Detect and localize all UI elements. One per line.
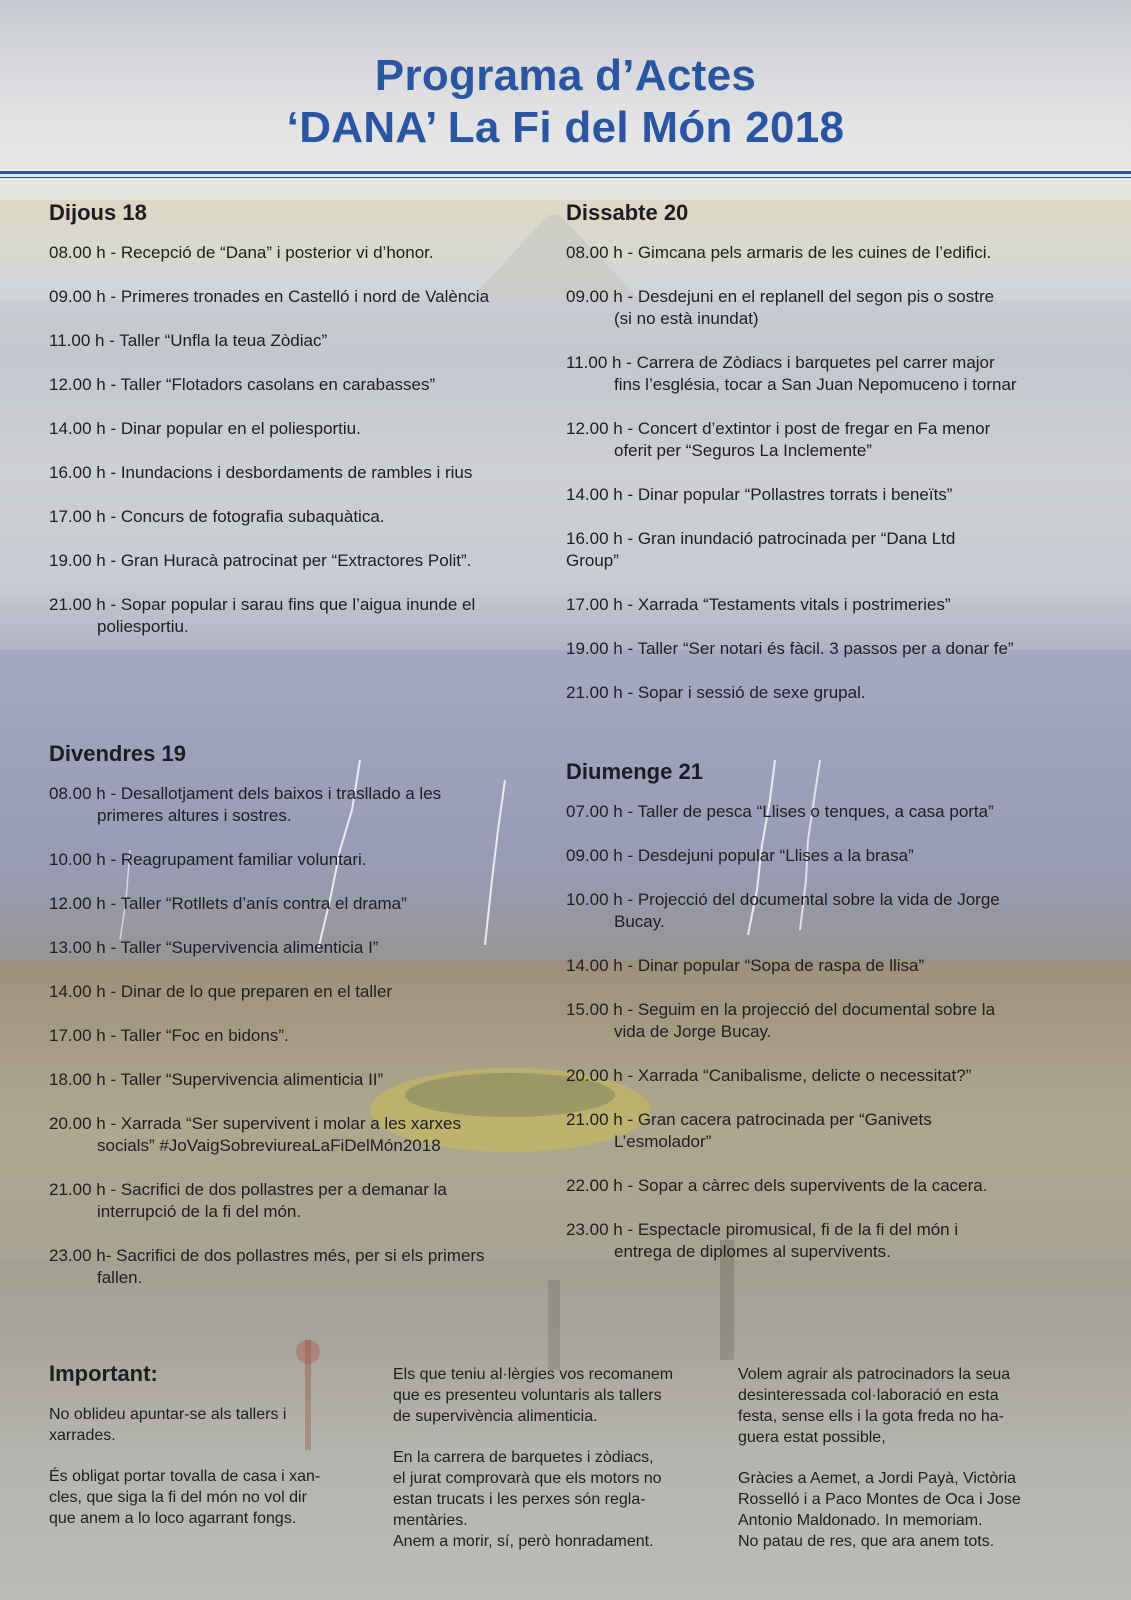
event-text: 11.00 h - Carrera de Zòdiacs i barquetes pel carrer major <box>566 353 995 372</box>
thanks-notes <box>738 1364 1078 1572</box>
event-text: 09.00 h - Desdejuni popular “Llises a la brasa” <box>566 846 914 865</box>
event-list <box>49 783 569 1289</box>
note-line: guera estat possible, <box>738 1429 886 1446</box>
note-line: Antonio Maldonado. In memoriam. <box>738 1512 983 1529</box>
note-paragraph <box>738 1364 1078 1448</box>
day-heading: Dissabte 20 <box>566 200 689 225</box>
title-line-2: ‘DANA’ La Fi del Món 2018 <box>286 103 845 152</box>
notes-col-2 <box>393 1364 713 1552</box>
event-item <box>49 1245 569 1289</box>
event-text: 10.00 h - Reagrupament familiar voluntari. <box>49 850 367 869</box>
day-diumenge <box>566 759 1086 1285</box>
event-item <box>566 418 1086 462</box>
event-list <box>49 242 569 638</box>
event-text: 20.00 h - Xarrada “Canibalisme, delicte o necessitat?” <box>566 1066 972 1085</box>
note-line: desinteressada col·laboració en esta <box>738 1387 999 1404</box>
event-text: 14.00 h - Dinar de lo que preparen en el taller <box>49 982 393 1001</box>
event-text: 16.00 h - Gran inundació patrocinada per “Dana Ltd <box>566 529 956 548</box>
event-item <box>49 594 569 638</box>
event-item <box>49 1069 569 1091</box>
event-item <box>566 484 1086 506</box>
event-text-continued: fallen. <box>97 1268 143 1287</box>
event-item <box>566 682 1086 704</box>
event-item <box>49 893 569 915</box>
note-line: el jurat comprovarà que els motors no <box>393 1470 662 1487</box>
note-line: No oblideu apuntar-se als tallers i <box>49 1406 287 1423</box>
event-text: 22.00 h - Sopar a càrrec dels supervivents de la cacera. <box>566 1176 988 1195</box>
event-text: 12.00 h - Taller “Flotadors casolans en carabasses” <box>49 375 436 394</box>
event-text: 09.00 h - Desdejuni en el replanell del segon pis o sostre <box>566 287 995 306</box>
event-item <box>566 845 1086 867</box>
note-line: xarrades. <box>49 1427 116 1444</box>
event-item <box>49 418 569 440</box>
event-text: 16.00 h - Inundacions i desbordaments de rambles i rius <box>49 463 473 482</box>
event-text: 19.00 h - Taller “Ser notari és fàcil. 3 passos per a donar fe” <box>566 639 1014 658</box>
note-line: que es presenteu voluntaris als tallers <box>393 1387 662 1404</box>
note-line: En la carrera de barquetes i zòdiacs, <box>393 1449 654 1466</box>
note-paragraph <box>49 1466 369 1529</box>
event-text: 12.00 h - Concert d’extintor i post de fregar en Fa menor <box>566 419 991 438</box>
title-rule-thin <box>0 177 1131 178</box>
event-text: 08.00 h - Recepció de “Dana” i posterior vi d’honor. <box>49 243 434 262</box>
title-line-1: Programa d’Actes <box>374 51 757 100</box>
note-line: És obligat portar tovalla de casa i xan- <box>49 1468 321 1485</box>
event-item <box>49 286 569 308</box>
event-item <box>566 889 1086 933</box>
event-item <box>566 352 1086 396</box>
event-item <box>49 242 569 264</box>
event-text: 10.00 h - Projecció del documental sobre la vida de Jorge <box>566 890 1000 909</box>
event-item <box>49 1179 569 1223</box>
note-line: Gràcies a Aemet, a Jordi Payà, Victòria <box>738 1470 1017 1487</box>
event-text: 09.00 h - Primeres tronades en Castelló i nord de València <box>49 287 490 306</box>
event-text: 21.00 h - Sopar popular i sarau fins que l’aigua inunde el <box>49 595 476 614</box>
event-text-continued: Group” <box>566 551 619 570</box>
note-paragraph <box>393 1447 713 1552</box>
event-item <box>49 1025 569 1047</box>
event-text-continued: primeres altures i sostres. <box>97 806 292 825</box>
notes-col-1 <box>49 1404 369 1529</box>
event-text: 17.00 h - Taller “Foc en bidons”. <box>49 1026 289 1045</box>
event-text: 21.00 h - Sacrifici de dos pollastres per a demanar la <box>49 1180 447 1199</box>
event-text: 21.00 h - Sopar i sessió de sexe grupal. <box>566 683 866 702</box>
event-text-continued: socials” #JoVaigSobreviureaLaFiDelMón2018 <box>97 1136 441 1155</box>
event-item <box>566 955 1086 977</box>
note-line: Rosselló i a Paco Montes de Oca i Jose <box>738 1491 1021 1508</box>
event-item <box>49 330 569 352</box>
important-notes <box>49 1363 369 1549</box>
event-text: 11.00 h - Taller “Unfla la teua Zòdiac” <box>49 331 328 350</box>
event-item <box>49 849 569 871</box>
event-item <box>49 937 569 959</box>
note-paragraph <box>49 1404 369 1446</box>
event-text: 23.00 h - Espectacle piromusical, fi de la fi del món i <box>566 1220 959 1239</box>
event-item <box>49 462 569 484</box>
event-item <box>566 1065 1086 1087</box>
event-item <box>566 1109 1086 1153</box>
event-item <box>566 594 1086 616</box>
day-heading: Dijous 18 <box>49 200 147 225</box>
event-item <box>566 1175 1086 1197</box>
note-paragraph <box>393 1364 713 1427</box>
note-line: festa, sense ells i la gota freda no ha- <box>738 1408 1004 1425</box>
notes-col-3 <box>738 1364 1078 1552</box>
day-heading: Divendres 19 <box>49 741 186 766</box>
event-text-continued: oferit per “Seguros La Inclemente” <box>614 441 872 460</box>
event-text: 13.00 h - Taller “Supervivencia alimenticia I” <box>49 938 379 957</box>
event-text: 21.00 h - Gran cacera patrocinada per “Ganivets <box>566 1110 932 1129</box>
day-divendres <box>49 741 569 1311</box>
note-line: Anem a morir, sí, però honradament. <box>393 1533 654 1550</box>
event-text: 14.00 h - Dinar popular en el poliesportiu. <box>49 419 361 438</box>
allergy-notes <box>393 1364 713 1572</box>
event-text: 14.00 h - Dinar popular “Pollastres torrats i beneïts” <box>566 485 953 504</box>
event-item <box>566 801 1086 823</box>
event-text-continued: vida de Jorge Bucay. <box>614 1022 772 1041</box>
event-item <box>49 550 569 572</box>
event-text-continued: poliesportiu. <box>97 617 189 636</box>
event-text: 19.00 h - Gran Huracà patrocinat per “Extractores Polit”. <box>49 551 472 570</box>
event-item <box>566 528 1086 572</box>
event-item <box>49 1113 569 1157</box>
event-text: 07.00 h - Taller de pesca “Llises o tenques, a casa porta” <box>566 802 994 821</box>
note-line: cles, que siga la fi del món no vol dir <box>49 1489 307 1506</box>
event-text-continued: (si no està inundat) <box>614 309 759 328</box>
event-text: 08.00 h - Gimcana pels armaris de les cuines de l’edifici. <box>566 243 992 262</box>
note-line: estan trucats i les perxes són regla- <box>393 1491 646 1508</box>
note-line: Els que teniu al·lèrgies vos recomanem <box>393 1366 674 1383</box>
event-text-continued: entrega de diplomes al supervivents. <box>614 1242 891 1261</box>
note-line: Volem agrair als patrocinadors la seua <box>738 1366 1011 1383</box>
event-text: 23.00 h- Sacrifici de dos pollastres més, per si els primers <box>49 1246 485 1265</box>
event-list <box>566 801 1086 1263</box>
event-text-continued: fins l’església, tocar a San Juan Nepomuceno i tornar <box>614 375 1017 394</box>
event-item <box>49 783 569 827</box>
note-line: mentàries. <box>393 1512 468 1529</box>
event-item <box>49 981 569 1003</box>
day-dissabte <box>566 200 1086 726</box>
road-sign <box>296 1340 320 1364</box>
title-rule-thick <box>0 171 1131 174</box>
poster-title <box>0 50 1131 154</box>
event-item <box>566 242 1086 264</box>
event-item <box>566 999 1086 1043</box>
day-dijous <box>49 200 569 660</box>
event-list <box>566 242 1086 704</box>
event-item <box>566 638 1086 660</box>
day-heading: Diumenge 21 <box>566 759 703 784</box>
event-text: 17.00 h - Concurs de fotografia subaquàtica. <box>49 507 385 526</box>
event-text: 15.00 h - Seguim en la projecció del documental sobre la <box>566 1000 996 1019</box>
event-text: 20.00 h - Xarrada “Ser supervivent i molar a les xarxes <box>49 1114 461 1133</box>
event-text: 08.00 h - Desallotjament dels baixos i trasllado a les <box>49 784 442 803</box>
event-item <box>49 506 569 528</box>
event-text: 17.00 h - Xarrada “Testaments vitals i postrimeries” <box>566 595 951 614</box>
event-text: 14.00 h - Dinar popular “Sopa de raspa de llisa” <box>566 956 925 975</box>
note-line: que anem a lo loco agarrant fongs. <box>49 1510 297 1527</box>
event-text-continued: L’esmolador” <box>614 1132 712 1151</box>
event-text-continued: interrupció de la fi del món. <box>97 1202 302 1221</box>
important-heading: Important: <box>49 1361 158 1386</box>
event-item <box>566 286 1086 330</box>
note-line: de supervivència alimenticia. <box>393 1408 598 1425</box>
event-item <box>49 374 569 396</box>
event-text: 12.00 h - Taller “Rotllets d’anís contra el drama” <box>49 894 407 913</box>
event-text-continued: Bucay. <box>614 912 665 931</box>
note-paragraph <box>738 1468 1078 1552</box>
event-text: 18.00 h - Taller “Supervivencia alimenticia II” <box>49 1070 384 1089</box>
event-item <box>566 1219 1086 1263</box>
note-line: No patau de res, que ara anem tots. <box>738 1533 995 1550</box>
